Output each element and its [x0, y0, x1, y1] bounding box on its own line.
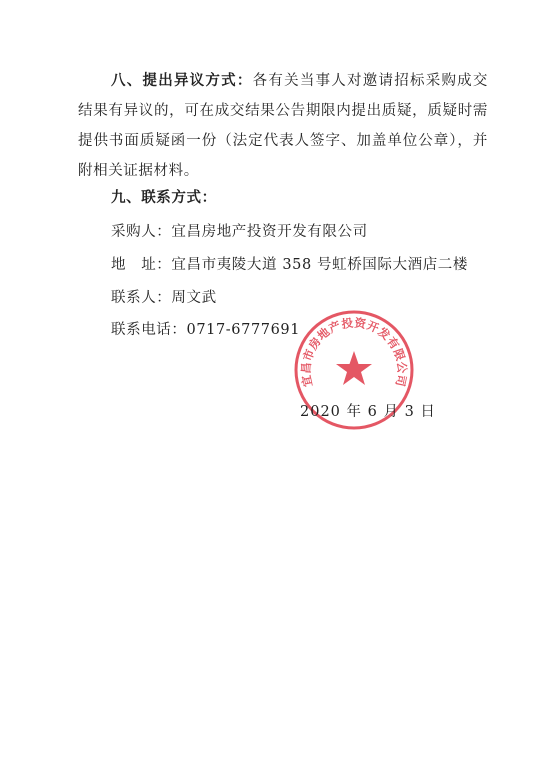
address-value: 宜昌市夷陵大道 358 号虹桥国际大酒店二楼 [171, 257, 468, 273]
phone-label: 联系电话： [111, 322, 187, 338]
objection-paragraph [78, 66, 488, 186]
document-date: 2020 年 6 月 3 日 [300, 404, 436, 420]
address-label: 地 址： [111, 257, 172, 273]
seal-arc-text: 宜昌市房地产投资开发有限公司 [298, 315, 410, 389]
section-eight [78, 66, 488, 186]
purchaser-value: 宜昌房地产投资开发有限公司 [171, 224, 368, 240]
contact-person-row [111, 286, 217, 307]
contact-value: 周文武 [171, 290, 217, 306]
section-nine-heading: 九、联系方式： [111, 189, 217, 206]
section-eight-heading: 八、提出异议方式： [111, 72, 253, 89]
seal-star-icon [336, 351, 372, 385]
phone-row [111, 318, 300, 339]
contact-label: 联系人： [111, 290, 172, 306]
objection-text: 各有关当事人对邀请招标采购成交结果有异议的，可在成交结果公告期限内提出质疑，质疑时需提供书面质疑函一份（法定代表人签字、加盖单位公章），并附相关证据材料。 [78, 73, 489, 179]
purchaser-label: 采购人： [111, 224, 172, 240]
phone-value: 0717-6777691 [186, 322, 301, 338]
address-row [111, 253, 468, 274]
purchaser-row [111, 220, 368, 241]
